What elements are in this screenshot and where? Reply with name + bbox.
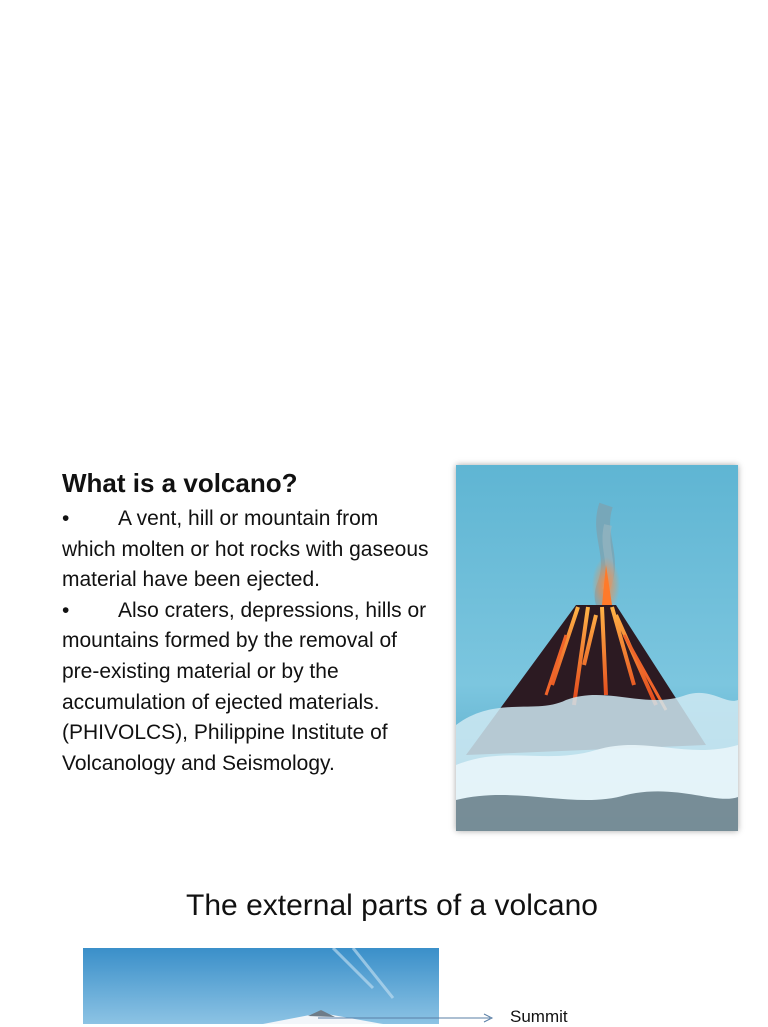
volcano-definition [62, 466, 432, 779]
bullet-marker: • [62, 598, 70, 622]
bullet-text: A vent, hill or mountain from which molten or hot rocks with gaseous material have been ejected. [62, 507, 429, 592]
bullet-text: Also craters, depressions, hills or mountains formed by the removal of pre-existing material or by the accumulation of ejected materials. (PHIVOLCS), Philippine Institute of Volcanology and Seismology. [62, 598, 427, 775]
bullet-item [62, 504, 432, 596]
bullet-marker: • [62, 507, 70, 530]
summit-label: Summit [510, 1007, 568, 1026]
section-heading: The external parts of a volcano [186, 889, 598, 922]
summit-pointer-arrow [318, 1010, 498, 1024]
erupting-volcano-illustration [456, 465, 738, 831]
bullet-item [62, 596, 432, 780]
erupting-volcano-image [456, 465, 738, 831]
question-heading: What is a volcano? [62, 468, 298, 498]
